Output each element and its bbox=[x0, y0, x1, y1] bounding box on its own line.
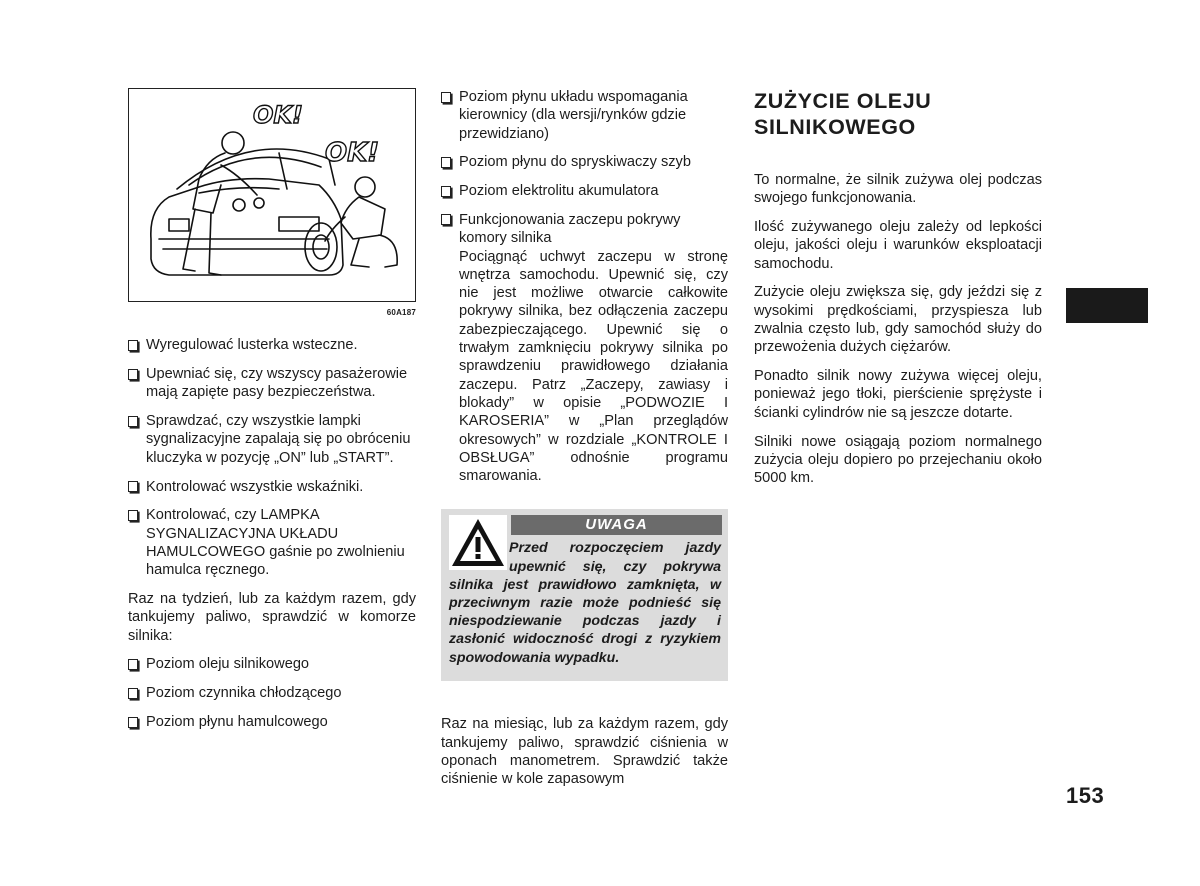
left-column bbox=[128, 88, 416, 742]
paragraph: Zużycie oleju zwiększa się, gdy jeździ się z wysokimi prędkościami, przyspiesza lub zwalnia często lub, gdy samochód służy do przewożenia dużych ciężarów. bbox=[754, 284, 1042, 356]
weekly-check-paragraph: Raz na tydzień, lub za każdym razem, gdy tankujemy paliwo, sprawdzić w komorze silnika: bbox=[128, 591, 416, 644]
list-item: Upewniać się, czy wszyscy pasażerowie mają zapięte pasy bezpieczeństwa. bbox=[128, 365, 416, 402]
section-heading: ZUŻYCIE OLEJU SILNIKOWEGO bbox=[754, 89, 932, 139]
hood-latch-note: Pociągnąć uchwyt zaczepu w stronę wnętrza samochodu. Upewnić się, czy nie jest możliwe otwarcie całkowite pokrywy silnika, bez odłączenia zaczepu zabezpieczającego. Upewnić się o trwałym zamknięciu pokrywy silnika po sprawdzeniu prawidłowego działania zaczepu. Patrz „Zaczepy, zawiasy i blokady” w opisie „PODWOZIE I KAROSERIA” w „Plan przeglądów okresowych” w rozdziale „KONTROLE I OBSŁUGA” odnośnie programu smarowania. bbox=[459, 248, 728, 485]
list-item: Poziom płynu do spryskiwaczy szyb bbox=[441, 153, 728, 171]
list-item: Kontrolować, czy LAMPKA SYGNALIZACYJNA UKŁADU HAMULCOWEGO gaśnie po zwolnieniu hamulca ręcznego. bbox=[128, 506, 416, 579]
right-column bbox=[754, 88, 1042, 498]
checkbox-icon bbox=[128, 369, 138, 380]
list-item: Poziom oleju silnikowego bbox=[128, 655, 416, 673]
checkbox-icon bbox=[128, 416, 138, 427]
ok-callout-1: OK! bbox=[253, 101, 303, 129]
list-item: Poziom czynnika chłodzącego bbox=[128, 684, 416, 702]
checkbox-icon bbox=[441, 186, 451, 197]
paragraph: Ilość zużywanego oleju zależy od lepkości oleju, jakości oleju i warunków eksploatacji samochodu. bbox=[754, 219, 1042, 272]
checkbox-icon bbox=[441, 157, 451, 168]
checkbox-icon bbox=[128, 481, 138, 492]
list-item: Poziom płynu układu wspomagania kierownicy (dla wersji/rynków gdzie przewidziano) bbox=[441, 88, 728, 143]
list-item: Sprawdzać, czy wszystkie lampki sygnalizacyjne zapalają się po obróceniu kluczyka w pozycję „ON” lub „START”. bbox=[128, 412, 416, 467]
paragraph: To normalne, że silnik zużywa olej podczas swojego funkcjonowania. bbox=[754, 172, 1042, 207]
monthly-check-paragraph: Raz na miesiąc, lub za każdym razem, gdy tankujemy paliwo, sprawdzić ciśnienia w oponach manometrem. Sprawdzić także ciśnienie w kole zapasowym bbox=[441, 716, 728, 788]
list-item: Poziom płynu hamulcowego bbox=[128, 713, 416, 731]
middle-column bbox=[441, 88, 728, 799]
paragraph: Ponadto silnik nowy zużywa więcej oleju, ponieważ jego tłoki, pierścienie sprężyste i ścianki cylindrów nie są jeszcze dotarte. bbox=[754, 368, 1042, 421]
figure-code: 60A187 bbox=[386, 308, 416, 317]
checkbox-icon bbox=[128, 688, 138, 699]
page-number: 153 bbox=[1066, 783, 1105, 808]
list-item: Poziom elektrolitu akumulatora bbox=[441, 182, 728, 200]
warning-text: Przed rozpoczęciem jazdy upewnić się, czy pokrywa silnika jest prawidłowo zamknięta, w przeciwnym razie może podnieść się niespodziewanie podczas jazdy i zasłonić widoczność drogi z ryzykiem spowodowania wypadku. bbox=[449, 540, 721, 666]
checkbox-icon bbox=[128, 340, 138, 351]
list-item: Funkcjonowania zaczepu pokrywy komory silnika Pociągnąć uchwyt zaczepu w stronę wnętrza samochodu. Upewnić się, czy nie jest możliwe otwarcie całkowite pokrywy silnika, bez odłączenia zaczepu zabezpieczającego. Upewnić się o trwałym zamknięciu pokrywy silnika po sprawdzeniu prawidłowego działania zaczepu. Patrz „Zaczepy, zawiasy i blokady” w opisie „PODWOZIE I KAROSERIA” w „Plan przeglądów okresowych” w rozdziale „KONTROLE I OBSŁUGA” odnośnie programu smarowania. bbox=[441, 211, 728, 485]
list-item: Kontrolować wszystkie wskaźniki. bbox=[128, 478, 416, 496]
warning-box bbox=[441, 509, 728, 681]
warning-label: UWAGA bbox=[511, 515, 722, 535]
car-mechanics-drawing bbox=[129, 89, 415, 301]
checkbox-icon bbox=[441, 92, 451, 103]
ok-callout-2: OK! bbox=[325, 138, 380, 168]
checkbox-icon bbox=[128, 717, 138, 728]
illustration-mechanics-checking-car bbox=[128, 88, 416, 302]
checkbox-icon bbox=[441, 214, 451, 225]
paragraph: Silniki nowe osiągają poziom normalnego zużycia oleju dopiero po przejechaniu około 5000 km. bbox=[754, 433, 1042, 487]
checkbox-icon bbox=[128, 659, 138, 670]
list-item: Wyregulować lusterka wsteczne. bbox=[128, 336, 416, 354]
checkbox-icon bbox=[128, 510, 138, 521]
chapter-thumb-tab bbox=[1066, 288, 1148, 323]
